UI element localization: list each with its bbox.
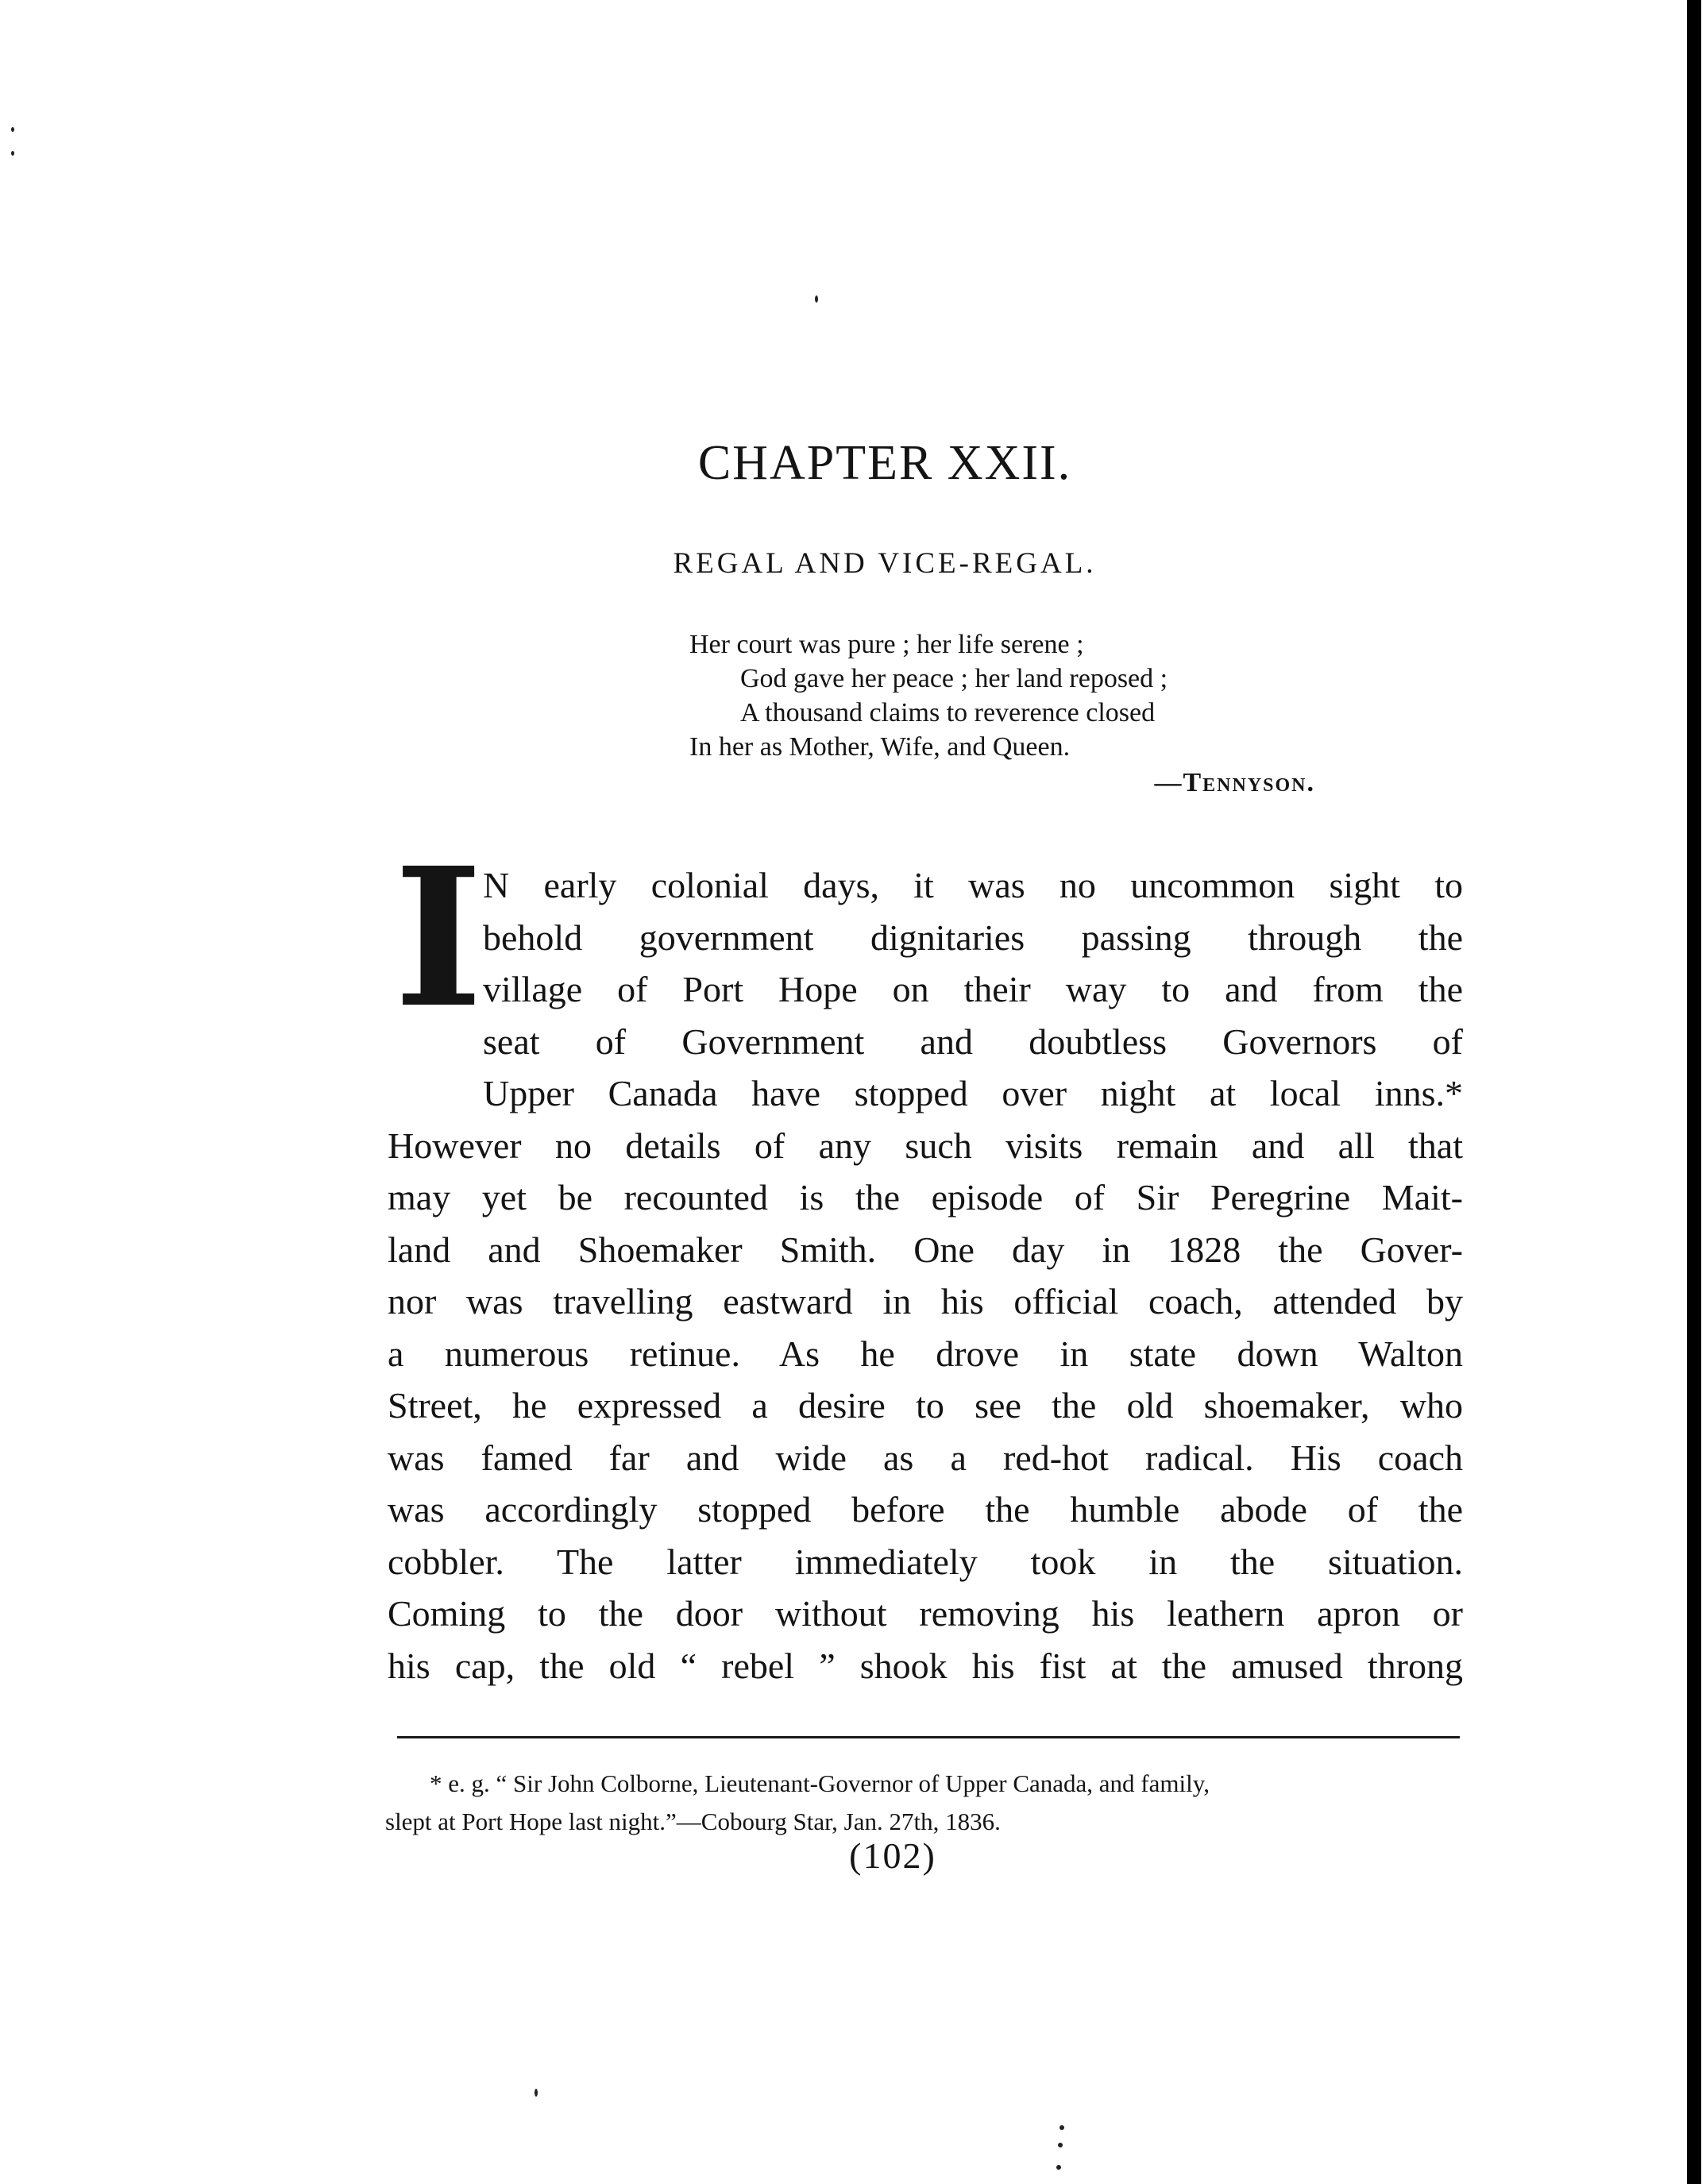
body-line: nor was travelling eastward in his official coach, attended by xyxy=(388,1281,1463,1322)
body-line: behold government dignitaries passing through the xyxy=(483,916,1463,958)
scan-speck xyxy=(1058,2143,1063,2147)
footnote-rule xyxy=(397,1736,1460,1738)
epigraph-line: A thousand claims to reverence closed xyxy=(740,698,1156,727)
scan-speck xyxy=(11,127,14,132)
chapter-subtitle: REGAL AND VICE-REGAL. xyxy=(673,547,1097,580)
scan-speck xyxy=(1056,2165,1061,2170)
page-number: (102) xyxy=(849,1835,936,1876)
body-line: Upper Canada have stopped over night at local inns.* xyxy=(483,1073,1463,1113)
body-line: his cap, the old “ rebel ” shook his fist at the amused throng xyxy=(388,1645,1463,1686)
chapter-title: CHAPTER XXII. xyxy=(697,436,1072,490)
epigraph-author: —Tennyson. xyxy=(1154,768,1315,797)
body-line: N early colonial days, it was no uncommon sight to xyxy=(483,865,1463,905)
body-line: seat of Government and doubtless Governors of xyxy=(483,1021,1463,1062)
drop-cap: I xyxy=(393,859,484,1017)
epigraph xyxy=(689,627,1325,800)
scan-speck xyxy=(535,2089,538,2097)
body-line: However no details of any such visits remain and all that xyxy=(388,1125,1463,1166)
body-line: Street, he expressed a desire to see the old shoemaker, who xyxy=(388,1385,1463,1426)
scan-edge-shadow-top xyxy=(1689,0,1695,206)
body-line: cobbler. The latter immediately took in the situation. xyxy=(388,1541,1463,1582)
footnote-line: slept at Port Hope last night.”—Cobourg Star, Jan. 27th, 1836. xyxy=(385,1808,1001,1835)
body-line: land and Shoemaker Smith. One day in 1828 the Gover- xyxy=(388,1229,1463,1270)
footnote-line: * e. g. “ Sir John Colborne, Lieutenant-Governor of Upper Canada, and family, xyxy=(430,1769,1210,1797)
epigraph-line: Her court was pure ; her life serene ; xyxy=(689,630,1084,659)
body-line: was famed far and wide as a red-hot radical. His coach xyxy=(388,1437,1463,1478)
body-line: was accordingly stopped before the humble abode of the xyxy=(388,1489,1463,1530)
body-line: village of Port Hope on their way to and from the xyxy=(483,969,1463,1009)
body-line: may yet be recounted is the episode of Sir Peregrine Mait- xyxy=(388,1177,1463,1217)
epigraph-line: In her as Mother, Wife, and Queen. xyxy=(689,732,1071,762)
body-line: a numerous retinue. As he drove in state down Walton xyxy=(388,1333,1463,1374)
body-text xyxy=(388,859,1463,1692)
scan-speck xyxy=(815,295,818,303)
body-line: Coming to the door without removing his leathern apron or xyxy=(388,1593,1463,1634)
footnote xyxy=(385,1765,1464,1841)
scan-speck xyxy=(1059,2125,1064,2130)
epigraph-line: God gave her peace ; her land reposed ; xyxy=(740,664,1168,693)
scan-speck xyxy=(11,151,14,156)
